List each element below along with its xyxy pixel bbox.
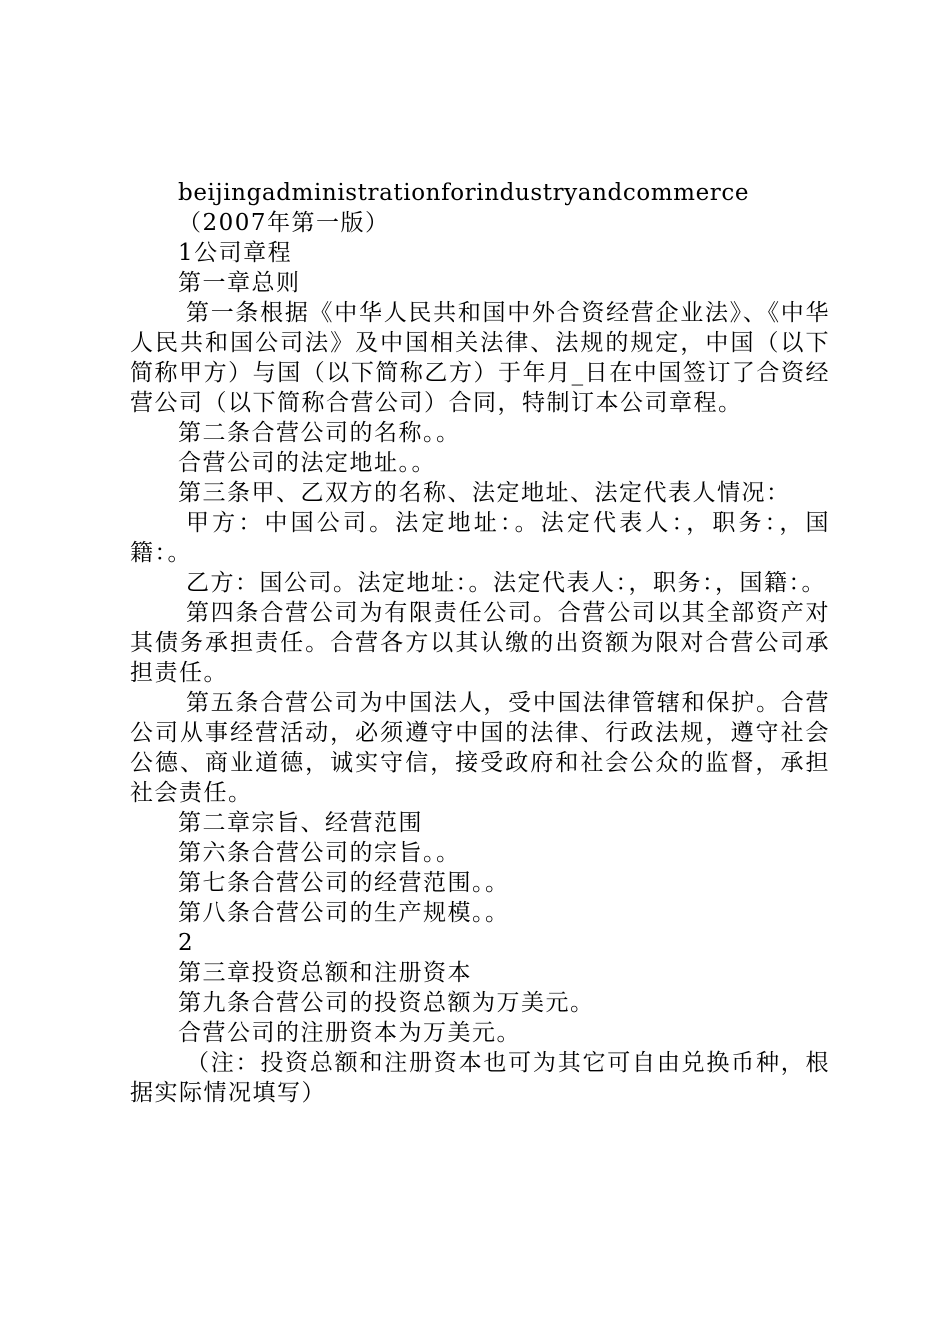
english-title: beijingadministrationforindustryandcommerce [178,180,750,206]
party-a-paragraph: 甲方：中国公司。法定地址：。法定代表人：，职务：，国籍：。 [130,510,830,566]
article-paragraph: 第二条合营公司的名称。。 [178,420,461,446]
page-number: 2 [178,930,195,956]
article-paragraph: 合营公司的法定地址。。 [178,450,436,476]
article-paragraph: 第三条甲、乙双方的名称、法定地址、法定代表人情况： [178,480,791,506]
edition-line: （2007年第一版） [178,210,390,236]
article-paragraph: 第八条合营公司的生产规模。。 [178,900,510,926]
article-paragraph: 第七条合营公司的经营范围。。 [178,870,510,896]
document-title: 1公司章程 [178,240,293,266]
article-paragraph: 第九条合营公司的投资总额为万美元。 [178,990,595,1016]
document-body [130,178,830,1108]
article-paragraph: 第六条合营公司的宗旨。。 [178,840,461,866]
article-paragraph: 第四条合营公司为有限责任公司。合营公司以其全部资产对其债务承担责任。合营各方以其认缴的出资额为限对合营公司承担责任。 [130,600,830,686]
chapter-heading: 第一章总则 [178,270,301,296]
chapter-heading: 第三章投资总额和注册资本 [178,960,472,986]
article-paragraph: 合营公司的注册资本为万美元。 [178,1020,521,1046]
article-paragraph: 第五条合营公司为中国法人，受中国法律管辖和保护。合营公司从事经营活动，必须遵守中国的法律、行政法规，遵守社会公德、商业道德，诚实守信，接受政府和社会公众的监督，承担社会责任。 [130,690,830,806]
note-paragraph: （注：投资总额和注册资本也可为其它可自由兑换币种，根据实际情况填写） [130,1050,830,1106]
chapter-heading: 第二章宗旨、经营范围 [178,810,423,836]
article-paragraph: 第一条根据《中华人民共和国中外合资经营企业法》、《中华人民共和国公司法》及中国相关法律、法规的规定，中国（以下简称甲方）与国（以下简称乙方）于年月_日在中国签订了合资经营公司（以下简称合营公司）合同，特制订本公司章程。 [130,300,830,416]
party-b-paragraph: 乙方：国公司。法定地址：。法定代表人：，职务：，国籍：。 [186,570,826,596]
